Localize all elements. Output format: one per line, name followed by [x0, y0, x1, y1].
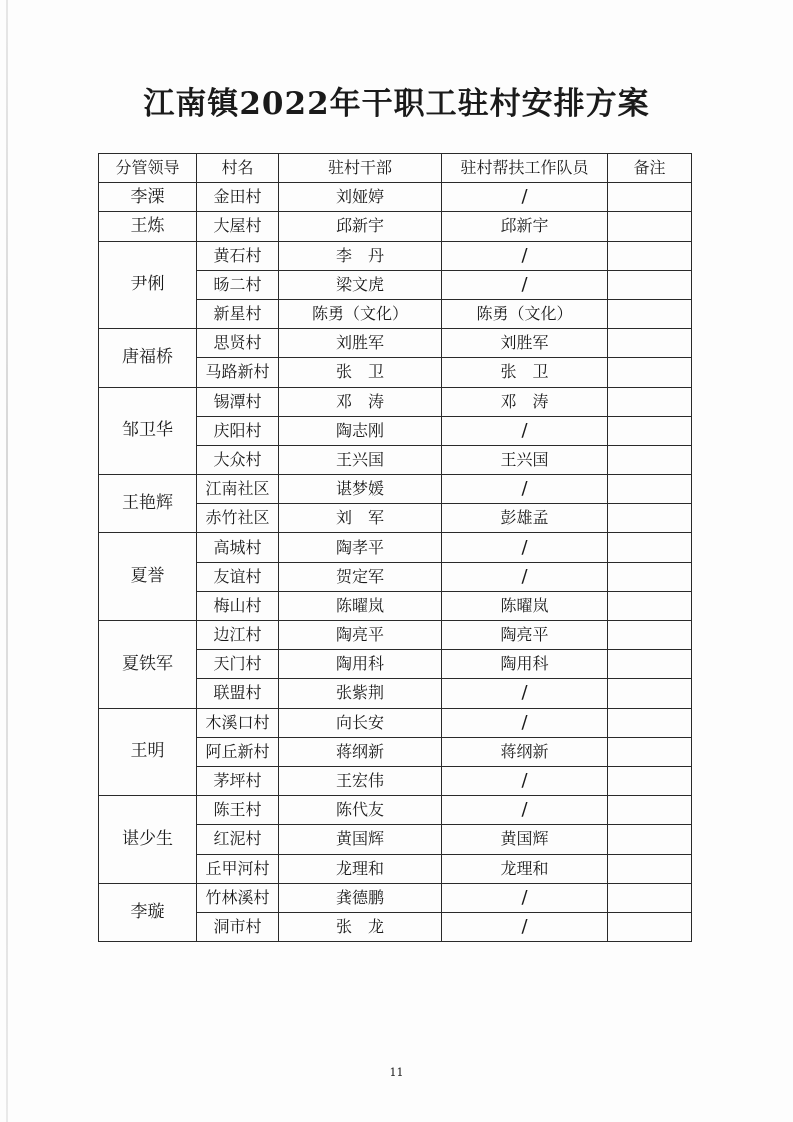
team-cell: 邓 涛 [442, 387, 608, 416]
cadre-cell: 龙理和 [279, 854, 442, 883]
table-row [99, 241, 692, 270]
village-cell: 阿丘新村 [197, 737, 279, 766]
note-cell [608, 883, 692, 912]
note-cell [608, 621, 692, 650]
note-cell [608, 591, 692, 620]
leader-cell: 谌少生 [99, 796, 197, 884]
cadre-cell: 陶亮平 [279, 621, 442, 650]
team-cell: / [442, 533, 608, 562]
village-cell: 大屋村 [197, 212, 279, 241]
team-cell: / [442, 183, 608, 212]
village-cell: 庆阳村 [197, 416, 279, 445]
cadre-cell: 陶用科 [279, 650, 442, 679]
note-cell [608, 358, 692, 387]
village-cell: 高城村 [197, 533, 279, 562]
village-cell: 洞市村 [197, 912, 279, 941]
cadre-cell: 王兴国 [279, 445, 442, 474]
leader-cell: 李溧 [99, 183, 197, 212]
note-cell [608, 212, 692, 241]
team-cell: 邱新宇 [442, 212, 608, 241]
cadre-cell: 龚德鹏 [279, 883, 442, 912]
team-cell: / [442, 416, 608, 445]
note-cell [608, 445, 692, 474]
cadre-cell: 陶孝平 [279, 533, 442, 562]
cadre-cell: 陈勇（文化） [279, 299, 442, 328]
team-cell: 陶亮平 [442, 621, 608, 650]
leader-cell: 夏誉 [99, 533, 197, 621]
leader-cell: 邹卫华 [99, 387, 197, 475]
header-village: 村名 [197, 154, 279, 183]
team-cell: 蒋纲新 [442, 737, 608, 766]
table-row [99, 796, 692, 825]
village-cell: 茅坪村 [197, 766, 279, 795]
header-leader: 分管领导 [99, 154, 197, 183]
team-cell: 张 卫 [442, 358, 608, 387]
village-cell: 天门村 [197, 650, 279, 679]
cadre-cell: 梁文虎 [279, 270, 442, 299]
village-cell: 旸二村 [197, 270, 279, 299]
header-cadre: 驻村干部 [279, 154, 442, 183]
note-cell [608, 679, 692, 708]
table-row [99, 621, 692, 650]
table-body [99, 183, 692, 942]
table-row [99, 475, 692, 504]
cadre-cell: 李 丹 [279, 241, 442, 270]
table-row [99, 183, 692, 212]
cadre-cell: 蒋纲新 [279, 737, 442, 766]
cadre-cell: 刘娅婷 [279, 183, 442, 212]
cadre-cell: 张紫荆 [279, 679, 442, 708]
leader-cell: 尹俐 [99, 241, 197, 329]
village-cell: 江南社区 [197, 475, 279, 504]
cadre-cell: 邓 涛 [279, 387, 442, 416]
leader-cell: 夏铁军 [99, 621, 197, 709]
cadre-cell: 刘胜军 [279, 329, 442, 358]
table-row [99, 708, 692, 737]
team-cell: 龙理和 [442, 854, 608, 883]
village-cell: 陈王村 [197, 796, 279, 825]
cadre-cell: 谌梦媛 [279, 475, 442, 504]
table-row [99, 329, 692, 358]
team-cell: / [442, 241, 608, 270]
village-cell: 马路新村 [197, 358, 279, 387]
note-cell [608, 329, 692, 358]
team-cell: 彭雄孟 [442, 504, 608, 533]
leader-cell: 王炼 [99, 212, 197, 241]
team-cell: / [442, 475, 608, 504]
table-row [99, 212, 692, 241]
note-cell [608, 825, 692, 854]
assignment-table [98, 153, 692, 942]
cadre-cell: 向长安 [279, 708, 442, 737]
cadre-cell: 陈曜岚 [279, 591, 442, 620]
leader-cell: 李璇 [99, 883, 197, 941]
note-cell [608, 562, 692, 591]
note-cell [608, 504, 692, 533]
village-cell: 丘甲河村 [197, 854, 279, 883]
table-row [99, 883, 692, 912]
team-cell: / [442, 562, 608, 591]
village-cell: 联盟村 [197, 679, 279, 708]
cadre-cell: 邱新宇 [279, 212, 442, 241]
header-note: 备注 [608, 154, 692, 183]
note-cell [608, 650, 692, 679]
cadre-cell: 黄国辉 [279, 825, 442, 854]
note-cell [608, 766, 692, 795]
header-team: 驻村帮扶工作队员 [442, 154, 608, 183]
scan-edge [6, 0, 8, 1122]
note-cell [608, 708, 692, 737]
note-cell [608, 796, 692, 825]
table-header-row [99, 154, 692, 183]
team-cell: / [442, 796, 608, 825]
leader-cell: 唐福桥 [99, 329, 197, 387]
note-cell [608, 183, 692, 212]
note-cell [608, 912, 692, 941]
village-cell: 赤竹社区 [197, 504, 279, 533]
village-cell: 大众村 [197, 445, 279, 474]
note-cell [608, 299, 692, 328]
cadre-cell: 陈代友 [279, 796, 442, 825]
note-cell [608, 737, 692, 766]
team-cell: / [442, 766, 608, 795]
cadre-cell: 张 龙 [279, 912, 442, 941]
village-cell: 金田村 [197, 183, 279, 212]
team-cell: 王兴国 [442, 445, 608, 474]
leader-cell: 王明 [99, 708, 197, 796]
team-cell: / [442, 270, 608, 299]
village-cell: 梅山村 [197, 591, 279, 620]
cadre-cell: 陶志刚 [279, 416, 442, 445]
village-cell: 友谊村 [197, 562, 279, 591]
village-cell: 黄石村 [197, 241, 279, 270]
village-cell: 红泥村 [197, 825, 279, 854]
note-cell [608, 270, 692, 299]
note-cell [608, 416, 692, 445]
document-title: 江南镇2022年干职工驻村安排方案 [143, 86, 650, 122]
team-cell: / [442, 912, 608, 941]
village-cell: 新星村 [197, 299, 279, 328]
page-number: 11 [389, 1066, 404, 1079]
team-cell: 陈勇（文化） [442, 299, 608, 328]
table-row [99, 387, 692, 416]
village-cell: 思贤村 [197, 329, 279, 358]
leader-cell: 王艳辉 [99, 475, 197, 533]
team-cell: 陶用科 [442, 650, 608, 679]
team-cell: 刘胜军 [442, 329, 608, 358]
note-cell [608, 533, 692, 562]
cadre-cell: 王宏伟 [279, 766, 442, 795]
team-cell: 陈曜岚 [442, 591, 608, 620]
cadre-cell: 刘 军 [279, 504, 442, 533]
team-cell: / [442, 708, 608, 737]
cadre-cell: 贺定军 [279, 562, 442, 591]
table-row [99, 533, 692, 562]
note-cell [608, 475, 692, 504]
note-cell [608, 241, 692, 270]
village-cell: 边江村 [197, 621, 279, 650]
village-cell: 竹林溪村 [197, 883, 279, 912]
team-cell: 黄国辉 [442, 825, 608, 854]
village-cell: 木溪口村 [197, 708, 279, 737]
team-cell: / [442, 679, 608, 708]
cadre-cell: 张 卫 [279, 358, 442, 387]
team-cell: / [442, 883, 608, 912]
note-cell [608, 387, 692, 416]
village-cell: 锡潭村 [197, 387, 279, 416]
note-cell [608, 854, 692, 883]
